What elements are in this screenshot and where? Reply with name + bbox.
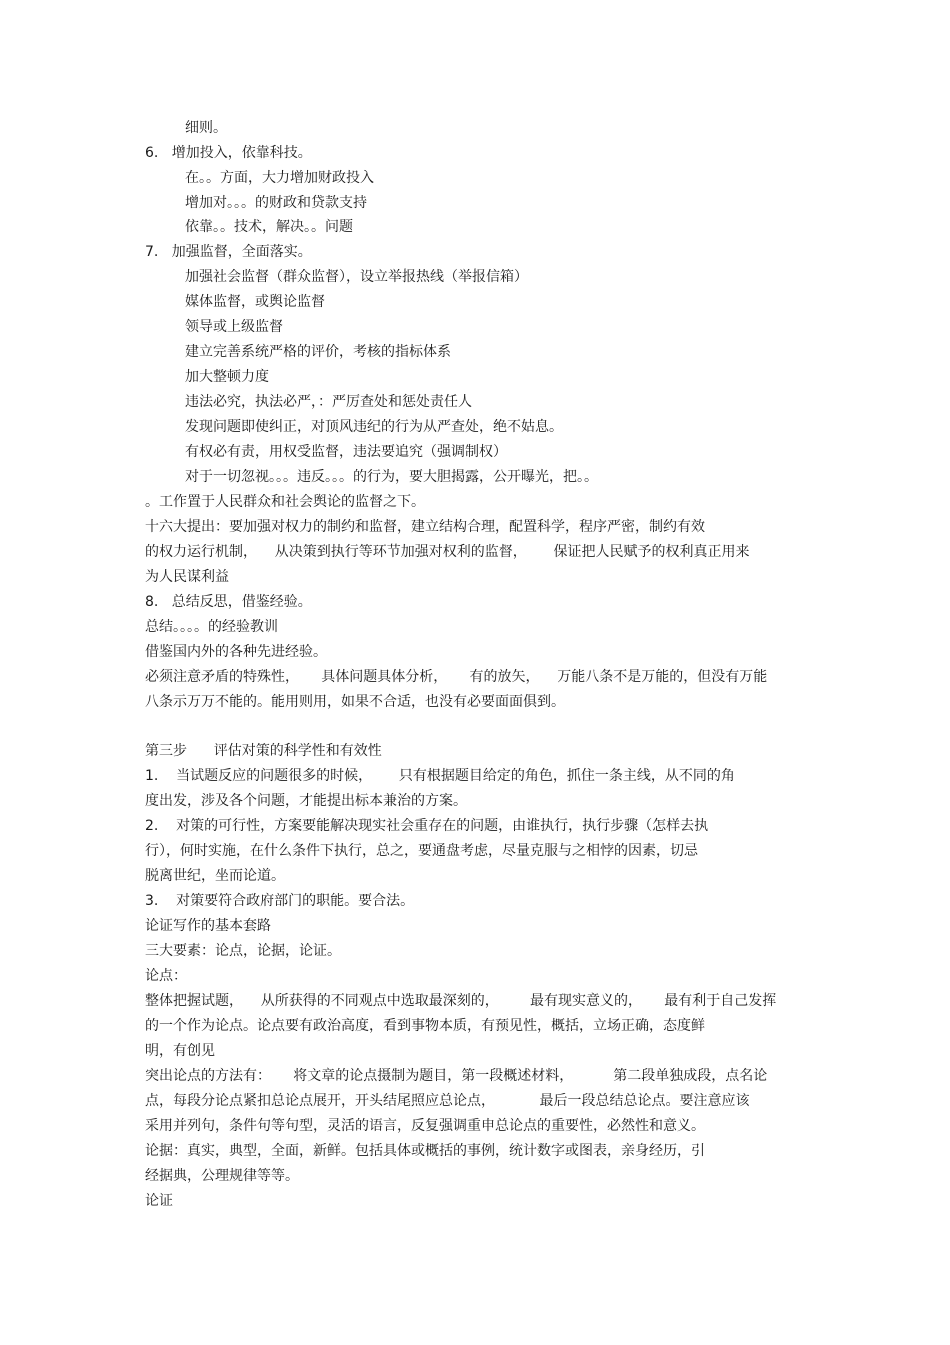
text-line: 经据典，公理规律等等。 [145,1168,299,1184]
numbered-item-8: 8. 总结反思，借鉴经验。 [145,594,312,610]
text-line: 领导或上级监督 [185,319,283,335]
text-line: 细则。 [185,120,227,136]
numbered-item-3: 3. 对策要符合政府部门的职能。要合法。 [145,893,415,909]
text-line: 有权必有责，用权受监督，违法要追究（强调制权） [185,444,507,460]
section-heading-step3: 第三步 评估对策的科学性和有效性 [145,743,382,759]
text-line: 增加对。。。的财政和贷款支持 [185,195,367,211]
text-line: 三大要素：论点，论据，论证。 [145,943,341,959]
text-line: 明，有创见 [145,1043,215,1059]
numbered-item-1: 1. 当试题反应的问题很多的时候， 只有根据题目给定的角色，抓住一条主线，从不同的角 [145,768,735,784]
text-line: 发现问题即使纠正，对顶风违纪的行为从严查处，绝不姑息。 [185,419,563,435]
text-line: 在。。方面，大力增加财政投入 [185,170,374,186]
text-line: 十六大提出：要加强对权力的制约和监督，建立结构合理，配置科学，程序严密，制约有效 [145,519,705,535]
text-line: 整体把握试题， 从所获得的不同观点中选取最深刻的， 最有现实意义的， 最有利于自己发挥 [145,993,777,1009]
text-line: 论点： [145,968,187,984]
text-line: 必须注意矛盾的特殊性， 具体问题具体分析， 有的放矢， 万能八条不是万能的，但没有万能 [145,669,768,685]
text-line: 论据：真实，典型，全面，新鲜。包括具体或概括的事例，统计数字或图表，亲身经历，引 [145,1143,705,1159]
text-line: 。工作置于人民群众和社会舆论的监督之下。 [145,494,425,510]
text-line: 加大整顿力度 [185,369,269,385]
text-line: 媒体监督，或舆论监督 [185,294,325,310]
text-line: 建立完善系统严格的评价，考核的指标体系 [185,344,451,360]
section-heading-argument: 论证写作的基本套路 [145,918,271,934]
text-line: 的一个作为论点。论点要有政治高度，看到事物本质，有预见性，概括，立场正确，态度鲜 [145,1018,705,1034]
numbered-item-2: 2. 对策的可行性，方案要能解决现实社会重存在的问题，由谁执行，执行步骤（怎样去执 [145,818,709,834]
text-line: 脱离世纪，坐而论道。 [145,868,285,884]
text-line: 度出发，涉及各个问题，才能提出标本兼治的方案。 [145,793,467,809]
text-line: 突出论点的方法有： 将文章的论点摄制为题目，第一段概述材料， 第二段单独成段，点名论 [145,1068,768,1084]
text-line: 总结。。。。的经验教训 [145,619,278,635]
text-line: 加强社会监督（群众监督），设立举报热线（举报信箱） [185,269,528,285]
numbered-item-6: 6. 增加投入，依靠科技。 [145,145,312,161]
text-line: 依靠。。技术，解决。。问题 [185,219,353,235]
text-line: 违法必究，执法必严，：严厉查处和惩处责任人 [185,394,472,410]
text-line: 借鉴国内外的各种先进经验。 [145,644,327,660]
text-line: 八条示万万不能的。能用则用，如果不合适，也没有必要面面俱到。 [145,694,565,710]
numbered-item-7: 7. 加强监督，全面落实。 [145,244,312,260]
text-line: 的权力运行机制， 从决策到执行等环节加强对权利的监督， 保证把人民赋予的权利真正用来 [145,544,750,560]
text-line: 点，每段分论点紧扣总论点展开，开头结尾照应总论点， 最后一段总结总论点。要注意应该 [145,1093,750,1109]
text-line: 行），何时实施，在什么条件下执行，总之，要通盘考虑，尽量克服与之相悖的因素，切忌 [145,843,698,859]
text-line: 对于一切忽视。。。违反。。。的行为，要大胆揭露，公开曝光，把。。 [185,469,598,485]
text-line: 为人民谋利益 [145,569,229,585]
text-line: 论证 [145,1193,173,1209]
text-line: 采用并列句，条件句等句型，灵活的语言，反复强调重申总论点的重要性，必然性和意义。 [145,1118,705,1134]
